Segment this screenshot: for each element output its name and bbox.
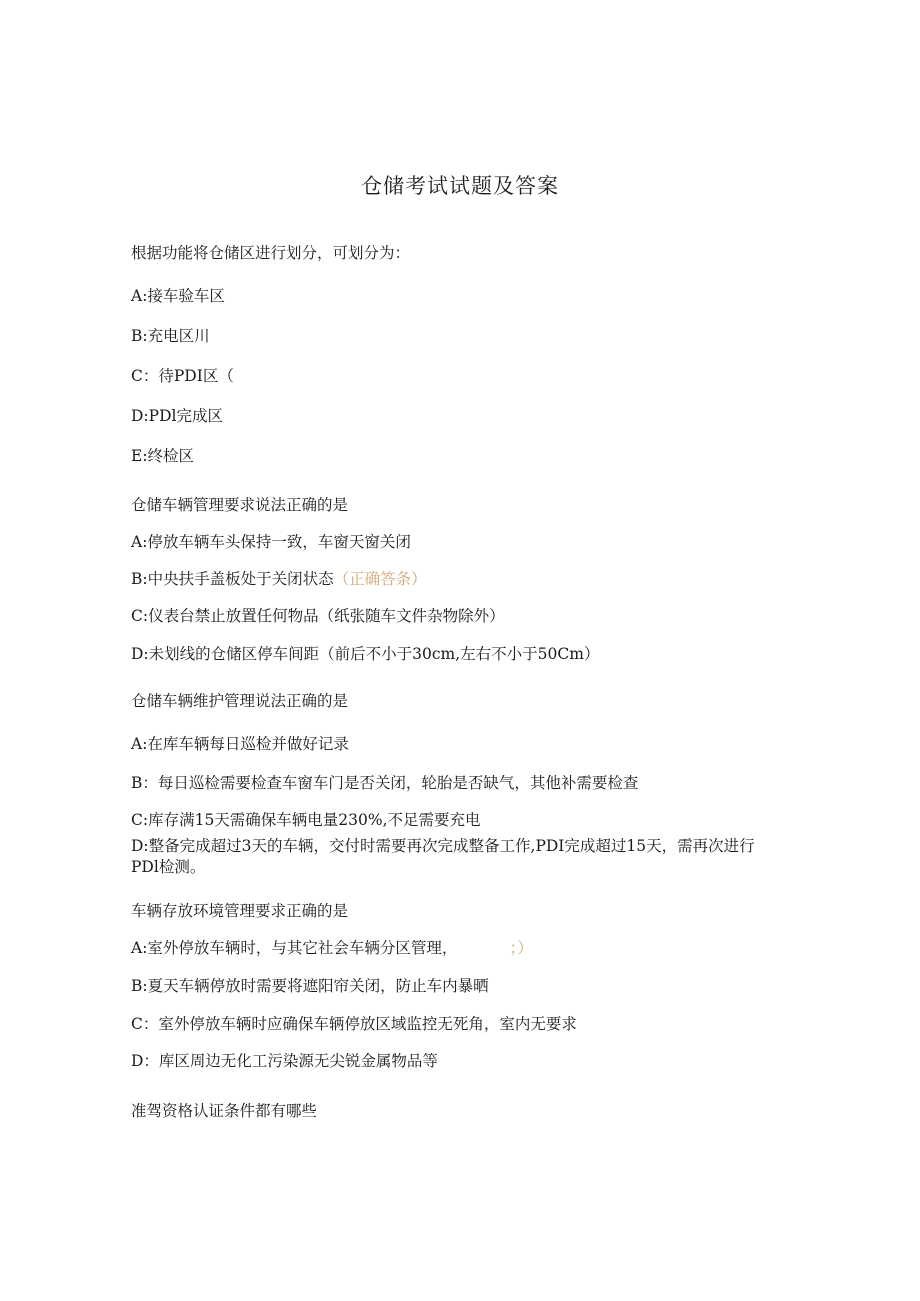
q2-option-a: A:停放车辆车头保持一致，车窗天窗关闭 [131, 533, 411, 551]
q2-option-c: C:仪表台禁止放置任何物品（纸张随车文件杂物除外） [131, 607, 505, 625]
q4-option-a-text: A:室外停放车辆时，与其它社会车辆分区管理， [131, 939, 450, 957]
q2-option-b [131, 568, 427, 590]
q3-option-c: C:库存满15天需确保车辆电量230%,不足需要充电 [131, 811, 481, 829]
q3-option-a: A:在库车辆每日巡检并做好记录 [131, 735, 349, 753]
q4-option-d: D：库区周边无化工污染源无尖锐金属物品等 [131, 1052, 438, 1070]
question-1: 根据功能将仓储区进行划分，可划分为： [131, 244, 411, 262]
question-5: 准驾资格认证条件都有哪些 [131, 1102, 318, 1120]
q3-option-d: D:整备完成超过3天的车辆，交付时需要再次完成整备工作,PDI完成超过15天，需再次进行PDl检测。 [131, 837, 755, 876]
q1-option-c: C：待PDI区（ [131, 367, 234, 385]
question-3: 仓储车辆维护管理说法正确的是 [131, 692, 349, 710]
q2-option-d: D:未划线的仓储区停车间距（前后不小于30cm,左右不小于50Cm） [131, 645, 600, 663]
q3-option-b: B：每日巡检需要检查车窗车门是否关闭，轮胎是否缺气，其他补需要检查 [131, 774, 639, 792]
question-2: 仓储车辆管理要求说法正确的是 [131, 496, 349, 514]
q1-option-d: D:PDl完成区 [131, 407, 223, 425]
q4-option-a [131, 937, 533, 959]
q1-option-b: B:充电区川 [131, 327, 210, 345]
question-4: 车辆存放环境管理要求正确的是 [131, 902, 349, 920]
q1-option-e: E:终检区 [131, 447, 195, 465]
q4-option-a-note: ；） [509, 939, 533, 957]
correct-answer-note: （正确答条） [333, 570, 427, 588]
page-title: 仓储考试试题及答案 [361, 174, 559, 198]
q1-option-a: A:接车验车区 [131, 287, 225, 305]
q4-option-b: B:夏天车辆停放时需要将遮阳帘关闭，防止车内暴晒 [131, 977, 489, 995]
q4-option-c: C：室外停放车辆时应确保车辆停放区域监控无死角，室内无要求 [131, 1015, 577, 1033]
q2-option-b-text: B:中央扶手盖板处于关闭状态 [131, 570, 334, 588]
